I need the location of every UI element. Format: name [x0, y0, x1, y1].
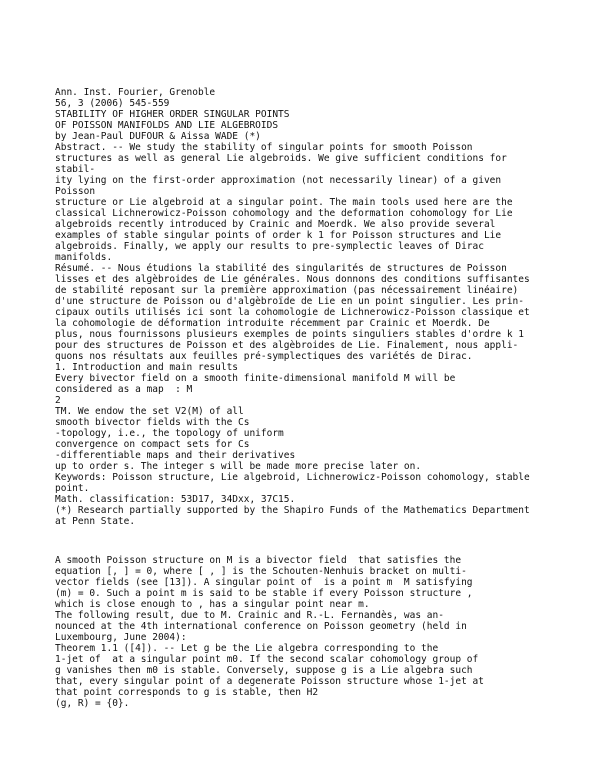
abstract-line: algebroids. Finally, we apply our results to pre-symplectic leaves of Dirac: [55, 241, 484, 252]
theorem-line: (g, R) = {0}.: [55, 698, 130, 709]
keywords-line: Keywords: Poisson structure, Lie algebroid, Lichnerowicz-Poisson cohomology, stable: [55, 472, 530, 483]
math-classification: Math. classification: 53D17, 34Dxx, 37C15.: [55, 494, 296, 505]
abstract-line: stabil-: [55, 164, 96, 175]
journal-volume: 56, 3 (2006) 545-559: [55, 98, 170, 109]
theorem-line: that point corresponds to g is stable, then H2: [55, 687, 319, 698]
body-line: -differentiable maps and their derivatives: [55, 450, 296, 461]
body-line: A smooth Poisson structure on M is a bivector field that satisfies the: [55, 555, 462, 566]
section-heading: 1. Introduction and main results: [55, 362, 239, 373]
abstract-line: ity lying on the first-order approximation (not necessarily linear) of a given: [55, 175, 502, 186]
paper-title-line-2: OF POISSON MANIFOLDS AND LIE ALGEBROIDS: [55, 120, 279, 131]
body-line: nounced at the 4th international conference on Poisson geometry (held in: [55, 621, 467, 632]
resume-line: d'une structure de Poisson ou d'algèbroïde de Lie en un point singulier. Les prin-: [55, 296, 524, 307]
body-line: Every bivector field on a smooth finite-dimensional manifold M will be: [55, 373, 456, 384]
body-line: The following result, due to M. Crainic and R.-L. Fernandès, was an-: [55, 610, 444, 621]
abstract-line: structures as well as general Lie algebroids. We give sufficient conditions for: [55, 153, 507, 164]
resume-line: de stabilité reposant sur la première approximation (pas nécessairement linéaire): [55, 285, 519, 296]
body-line: vector fields (see [13]). A singular point of is a point m M satisfying: [55, 577, 473, 588]
resume-line: la cohomologie de déformation introduite récemment par Crainic et Moerdk. De: [55, 318, 490, 329]
theorem-line: g vanishes then m0 is stable. Conversely, suppose g is a Lie algebra such: [55, 665, 473, 676]
body-line: TM. We endow the set V2(M) of all: [55, 406, 244, 417]
abstract-line: Poisson: [55, 186, 96, 197]
body-line: (m) = 0. Such a point m is said to be stable if every Poisson structure ,: [55, 588, 473, 599]
body-line: smooth bivector fields with the Cs: [55, 417, 250, 428]
body-line: Luxembourg, June 2004):: [55, 632, 187, 643]
body-line: -topology, i.e., the topology of uniform: [55, 428, 284, 439]
theorem-line: that, every singular point of a degenerate Poisson structure whose 1-jet at: [55, 676, 484, 687]
footnote-line: (*) Research partially supported by the Shapiro Funds of the Mathematics Department: [55, 505, 530, 516]
body-line: up to order s. The integer s will be made more precise later on.: [55, 461, 422, 472]
resume-line: Résumé. -- Nous étudions la stabilité des singularités de structures de Poisson: [55, 263, 507, 274]
abstract-line: classical Lichnerowicz-Poisson cohomology and the deformation cohomology for Lie: [55, 208, 513, 219]
abstract-line: algebroids recently introduced by Crainic and Moerdk. We also provide several: [55, 219, 496, 230]
authors: by Jean-Paul DUFOUR & Aissa WADE (*): [55, 131, 261, 142]
body-line: considered as a map : M: [55, 384, 193, 395]
footnote-line: at Penn State.: [55, 516, 136, 527]
keywords-line: point.: [55, 483, 90, 494]
abstract-line: structure or Lie algebroid at a singular point. The main tools used here are the: [55, 197, 513, 208]
resume-line: lisses et des algèbroides de Lie générales. Nous donnons des conditions suffisantes: [55, 274, 530, 285]
body-line: equation [, ] = 0, where [ , ] is the Schouten-Nenhuis bracket on multi-: [55, 566, 467, 577]
abstract-line: examples of stable singular points of order k 1 for Poisson structures and Lie: [55, 230, 502, 241]
abstract-line: Abstract. -- We study the stability of singular points for smooth Poisson: [55, 142, 473, 153]
journal-name: Ann. Inst. Fourier, Grenoble: [55, 87, 216, 98]
resume-line: pour des structures de Poisson et des algèbroides de Lie. Finalement, nous appli-: [55, 340, 519, 351]
body-line: 2: [55, 395, 61, 406]
body-line: convergence on compact sets for Cs: [55, 439, 250, 450]
theorem-line: 1-jet of at a singular point m0. If the second scalar cohomology group of: [55, 654, 479, 665]
resume-line: cipaux outils utilisés ici sont la cohomologie de Lichnerowicz-Poisson classique et: [55, 307, 530, 318]
abstract-line: manifolds.: [55, 252, 113, 263]
resume-line: quons nos résultats aux feuilles pré-symplectiques des variétés de Dirac.: [55, 351, 473, 362]
body-line: which is close enough to , has a singular point near m.: [55, 599, 370, 610]
resume-line: plus, nous fournissons plusieurs exemples de points singuliers stables d'ordre k 1: [55, 329, 524, 340]
paper-title-line-1: STABILITY OF HIGHER ORDER SINGULAR POINTS: [55, 109, 290, 120]
theorem-line: Theorem 1.1 ([4]). -- Let g be the Lie algebra corresponding to the: [55, 643, 439, 654]
